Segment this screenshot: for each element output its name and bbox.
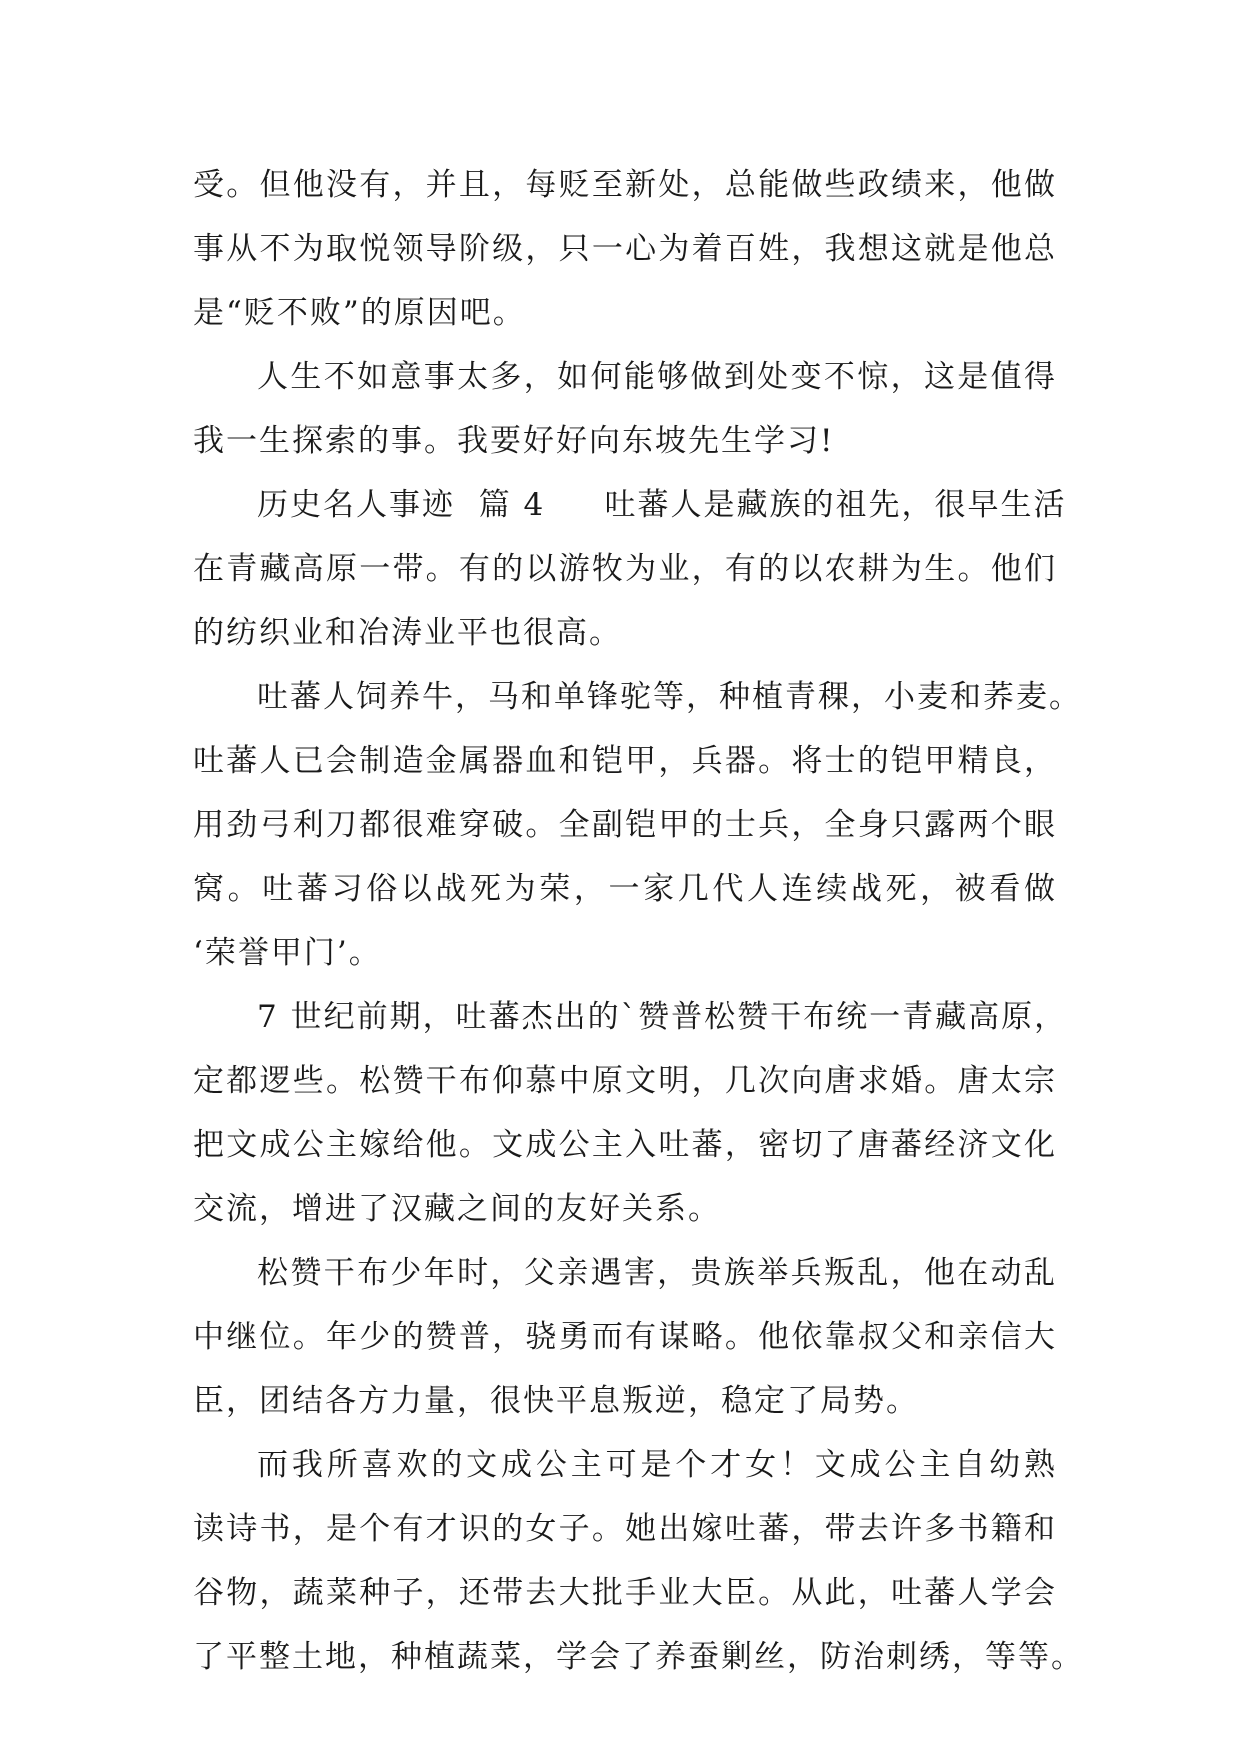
text-line: 中继位。年少的赞普，骁勇而有谋略。他依靠叔父和亲信大 <box>193 1319 1057 1355</box>
text-line: 在青藏高原一带。有的以游牧为业，有的以农耕为生。他们 <box>193 551 1057 587</box>
text-line: 吐蕃人已会制造金属器血和铠甲，兵器。将士的铠甲精良， <box>193 743 1057 779</box>
document-body <box>193 162 1084 1698</box>
text-line: 历史名人事迹 篇 4 吐蕃人是藏族的祖先，很早生活 <box>257 487 1067 523</box>
text-line: 谷物，蔬菜种子，还带去大批手业大臣。从此，吐蕃人学会 <box>193 1575 1057 1611</box>
text-line: 是“贬不败”的原因吧。 <box>193 295 526 331</box>
text-line: 事从不为取悦领导阶级，只一心为着百姓，我想这就是他总 <box>193 231 1057 267</box>
text-line: 臣，团结各方力量，很快平息叛逆，稳定了局势。 <box>193 1383 919 1419</box>
text-line: 7 世纪前期，吐蕃杰出的`赞普松赞干布统一青藏高原， <box>257 999 1068 1035</box>
text-line: 交流，增进了汉藏之间的友好关系。 <box>193 1191 721 1227</box>
text-line: 吐蕃人饲养牛，马和单锋驼等，种植青稞，小麦和荞麦。 <box>257 679 1082 715</box>
text-line: 定都逻些。松赞干布仰慕中原文明，几次向唐求婚。唐太宗 <box>193 1063 1057 1099</box>
text-line: 了平整土地，种植蔬菜，学会了养蚕剿丝，防治刺绣，等等。 <box>193 1639 1084 1675</box>
text-line: 松赞干布少年时，父亲遇害，贵族举兵叛乱，他在动乱 <box>257 1255 1057 1291</box>
text-line: 的纺织业和冶涛业平也很高。 <box>193 615 622 651</box>
text-line: 把文成公主嫁给他。文成公主入吐蕃，密切了唐蕃经济文化 <box>193 1127 1057 1163</box>
text-line: 人生不如意事太多，如何能够做到处变不惊，这是值得 <box>257 359 1057 395</box>
text-line: 而我所喜欢的文成公主可是个才女！文成公主自幼熟 <box>257 1447 1057 1483</box>
text-line: 我一生探索的事。我要好好向东坡先生学习! <box>193 423 835 459</box>
text-line: 读诗书，是个有才识的女子。她出嫁吐蕃，带去许多书籍和 <box>193 1511 1057 1547</box>
text-line: 用劲弓利刀都很难穿破。全副铠甲的士兵，全身只露两个眼 <box>193 807 1057 843</box>
text-line: 受。但他没有，并且，每贬至新处，总能做些政绩来，他做 <box>193 167 1057 203</box>
text-line: 窝。吐蕃习俗以战死为荣，一家几代人连续战死，被看做 <box>193 871 1057 907</box>
text-line: ‘荣誉甲门’。 <box>193 935 382 971</box>
